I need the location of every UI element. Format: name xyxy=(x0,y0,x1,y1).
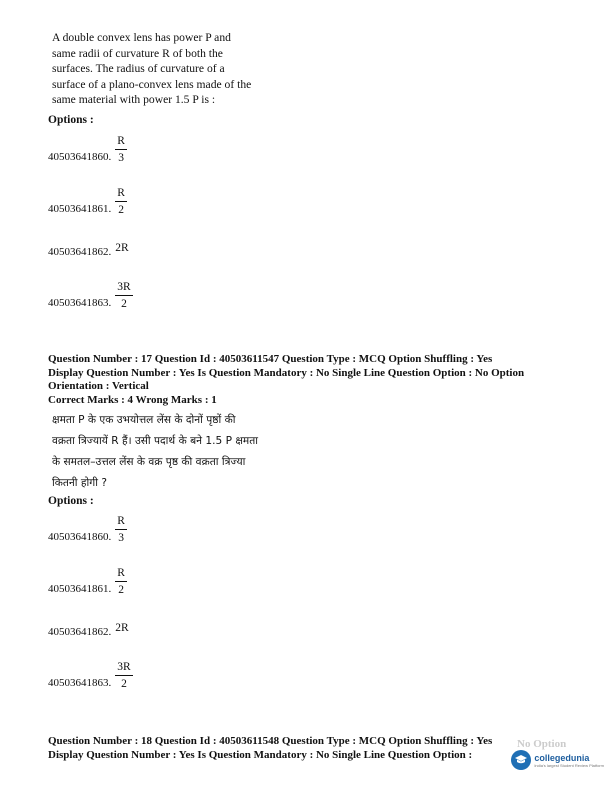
question-17-meta xyxy=(48,353,524,407)
option-row[interactable] xyxy=(48,566,127,595)
collegedunia-logo xyxy=(511,750,604,770)
option-value: 2R xyxy=(115,622,129,634)
fraction-denominator: 2 xyxy=(121,678,127,690)
cut-off-watermark-text: No Option xyxy=(517,738,567,750)
option-fraction xyxy=(115,566,127,597)
question-line: same material with power 1.5 P is : xyxy=(52,93,216,107)
option-row[interactable] xyxy=(48,186,127,215)
question-line: same radii of curvature R of both the xyxy=(52,46,223,60)
option-id: 40503641861. xyxy=(48,583,112,595)
question-18-meta xyxy=(48,735,492,762)
option-row[interactable] xyxy=(48,622,129,638)
option-fraction xyxy=(115,280,132,311)
question-16-text xyxy=(52,30,251,108)
fraction-numerator: 3R xyxy=(115,660,132,676)
fraction-numerator: 3R xyxy=(115,280,132,296)
option-row[interactable] xyxy=(48,280,133,309)
option-id: 40503641860. xyxy=(48,151,112,163)
option-id: 40503641863. xyxy=(48,297,112,309)
option-row[interactable] xyxy=(48,660,133,689)
meta-line: Question Number : 17 Question Id : 40503611547 Question Type : MCQ Option Shuffling : Yes xyxy=(48,353,493,365)
meta-line: Orientation : Vertical xyxy=(48,380,149,392)
question-line: के समतल–उत्तल लेंस के वक्र पृष्ठ की वक्रता त्रिज्या xyxy=(52,456,246,468)
option-id: 40503641861. xyxy=(48,203,112,215)
fraction-numerator: R xyxy=(115,566,127,582)
option-fraction xyxy=(115,660,132,691)
fraction-denominator: 2 xyxy=(118,204,124,216)
fraction-numerator: R xyxy=(115,186,127,202)
question-17-text xyxy=(52,410,258,494)
meta-line: Question Number : 18 Question Id : 40503611548 Question Type : MCQ Option Shuffling : Yes xyxy=(48,735,493,747)
fraction-numerator: R xyxy=(115,514,127,530)
options-label: Options : xyxy=(48,495,94,507)
option-fraction xyxy=(115,134,127,165)
option-fraction xyxy=(115,514,127,545)
option-id: 40503641863. xyxy=(48,677,112,689)
option-value: 2R xyxy=(115,242,129,254)
question-line: क्षमता P के एक उभयोत्तल लेंस के दोनों पृष्ठों की xyxy=(52,414,236,426)
graduation-cap-icon xyxy=(511,750,531,770)
fraction-denominator: 2 xyxy=(121,298,127,310)
meta-line: Display Question Number : Yes Is Question Mandatory : No Single Line Question Option : xyxy=(48,748,473,761)
option-fraction xyxy=(115,186,127,217)
question-line: A double convex lens has power P and xyxy=(52,31,231,44)
options-label: Options : xyxy=(48,114,94,126)
fraction-denominator: 3 xyxy=(118,152,124,164)
option-row[interactable] xyxy=(48,242,129,258)
meta-line: Correct Marks : 4 Wrong Marks : 1 xyxy=(48,393,217,406)
meta-line: Display Question Number : Yes Is Question Mandatory : No Single Line Question Option : No Option xyxy=(48,366,525,379)
question-line: surfaces. The radius of curvature of a xyxy=(52,62,225,76)
fraction-denominator: 3 xyxy=(118,532,124,544)
option-id: 40503641862. xyxy=(48,626,112,638)
fraction-numerator: R xyxy=(115,134,127,150)
question-line: कितनी होगी ? xyxy=(52,477,107,489)
question-line: वक्रता त्रिज्यायें R हैं। उसी पदार्थ के बने 1.5 P क्षमता xyxy=(52,435,259,447)
option-id: 40503641862. xyxy=(48,246,112,258)
option-row[interactable] xyxy=(48,514,127,543)
logo-name: collegedunia xyxy=(534,752,590,763)
logo-tagline: India's largest Student Review Platform xyxy=(534,762,604,768)
fraction-denominator: 2 xyxy=(118,584,124,596)
option-row[interactable] xyxy=(48,134,127,163)
option-id: 40503641860. xyxy=(48,531,112,543)
question-line: surface of a plano-convex lens made of the xyxy=(52,77,252,91)
